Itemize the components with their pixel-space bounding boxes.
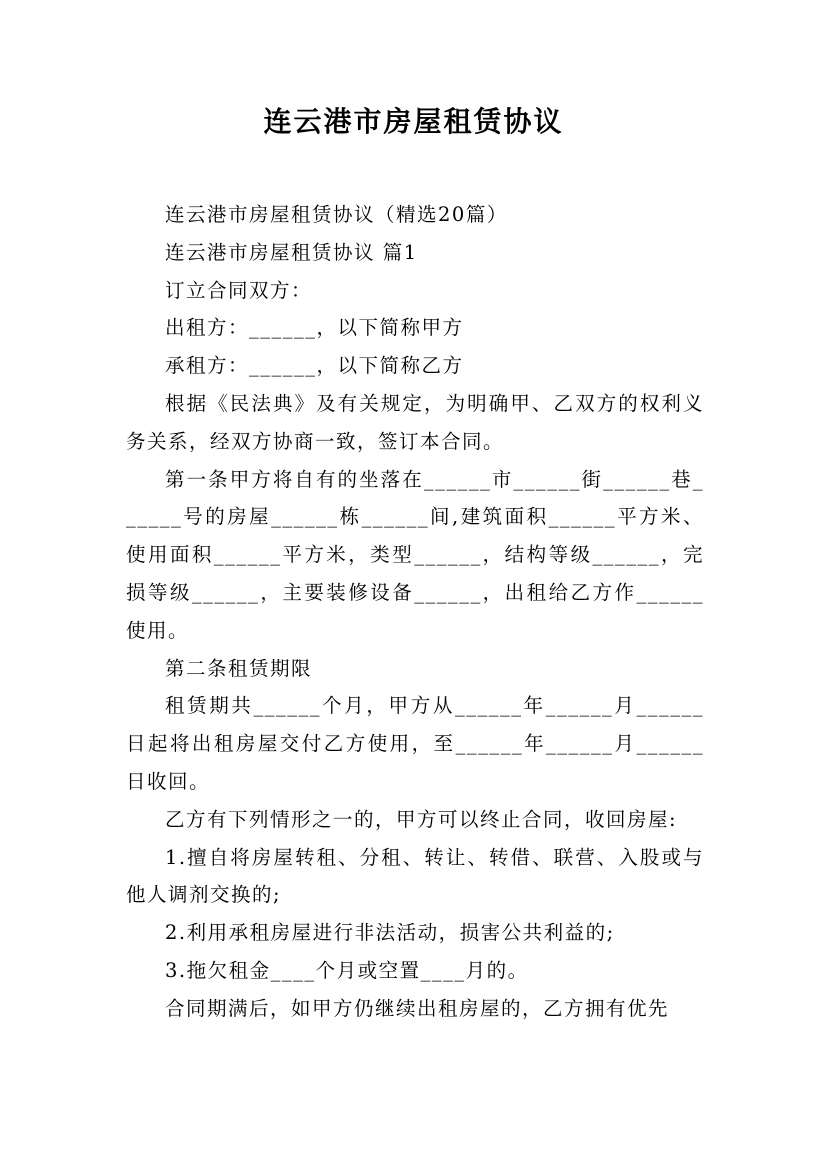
- paragraph-lessee: 承租方：______，以下简称乙方: [165, 354, 464, 378]
- paragraph-termination-item-1: 1.擅自将房屋转租、分租、转让、转借、联营、入股或与他人调剂交换的;: [126, 845, 704, 907]
- paragraph-termination-item-3: 3.拖欠租金____个月或空置____月的。: [165, 958, 529, 982]
- document-title: 连云港市房屋租赁协议: [263, 105, 564, 138]
- paragraph-article-2-heading: 第二条租赁期限: [165, 656, 313, 680]
- paragraph-article-1: 第一条甲方将自有的坐落在______市______街______巷______号的房屋______栋______间,建筑面积______平方米、使用面积______平方米，类型______，结构等级______，完损等级______，主要装修设备______，出租给乙方作______使用。: [126, 467, 704, 642]
- paragraph-lease-term: 租赁期共______个月，甲方从______年______月______日起将出租房屋交付乙方使用，至______年______月______日收回。: [126, 694, 704, 793]
- paragraph-parties-heading: 订立合同双方：: [165, 278, 313, 302]
- paragraph-termination-intro: 乙方有下列情形之一的，甲方可以终止合同，收回房屋:: [165, 807, 678, 831]
- paragraph-legal-basis: 根据《民法典》及有关规定，为明确甲、乙双方的权利义务关系，经双方协商一致，签订本合同。: [126, 391, 704, 453]
- paragraph-lessor: 出租方：______，以下简称甲方: [165, 316, 464, 340]
- paragraph-renewal: 合同期满后，如甲方仍继续出租房屋的，乙方拥有优先: [165, 996, 670, 1020]
- paragraph-section-heading: 连云港市房屋租赁协议 篇1: [165, 240, 418, 264]
- paragraph-subtitle: 连云港市房屋租赁协议（精选20篇）: [165, 203, 508, 226]
- paragraph-termination-item-2: 2.利用承租房屋进行非法活动，损害公共利益的;: [165, 921, 615, 945]
- document-body: [126, 196, 704, 1028]
